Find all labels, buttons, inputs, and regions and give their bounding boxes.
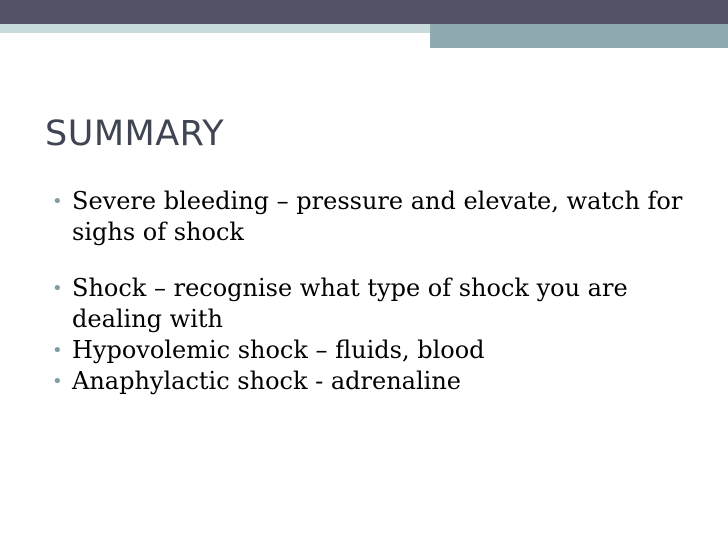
header-bar-accent xyxy=(430,24,728,48)
bullet-icon: • xyxy=(52,278,63,299)
bullet-icon: • xyxy=(52,340,63,361)
bullet-item xyxy=(52,273,692,335)
bullet-icon: • xyxy=(52,371,63,392)
header-bar-light xyxy=(0,24,430,33)
header-bar-dark xyxy=(0,0,728,24)
bullet-list xyxy=(52,186,692,397)
bullet-item xyxy=(52,186,692,248)
bullet-text: Severe bleeding – pressure and elevate, watch for sighs of shock xyxy=(72,187,683,246)
bullet-item xyxy=(52,366,692,397)
bullet-icon: • xyxy=(52,191,63,212)
bullet-text: Hypovolemic shock – fluids, blood xyxy=(72,336,485,364)
bullet-item xyxy=(52,335,692,366)
slide-title: SUMMARY xyxy=(45,114,225,154)
bullet-text: Anaphylactic shock - adrenaline xyxy=(72,367,461,395)
bullet-text: Shock – recognise what type of shock you are dealing with xyxy=(72,274,628,333)
